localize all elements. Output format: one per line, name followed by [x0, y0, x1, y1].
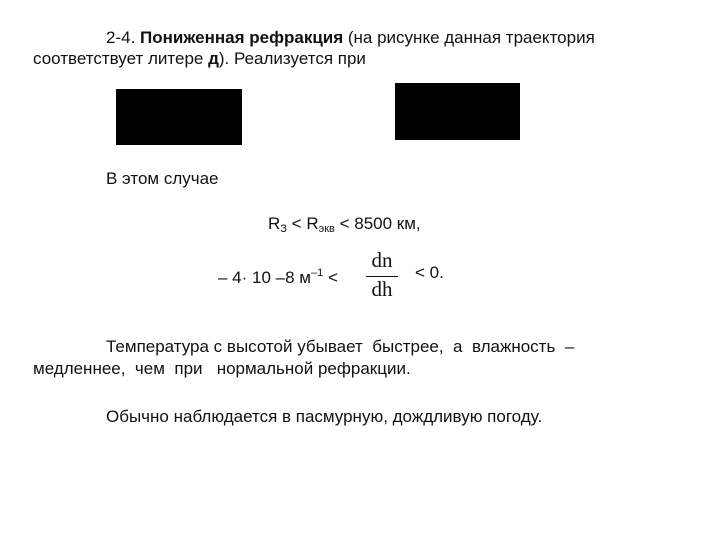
redacted-formula-right — [395, 83, 520, 140]
fraction-denominator: dh — [371, 277, 393, 301]
fraction-numerator: dn — [371, 248, 393, 272]
gradient-exponent: –1 — [310, 267, 324, 279]
condition-radius — [268, 213, 421, 240]
weather-paragraph: Обычно наблюдается в пасмурную, дождливую погоду. — [106, 407, 543, 426]
r-ekv-subscript: экв — [318, 223, 335, 235]
condition-rest: < 8500 км, — [334, 214, 421, 233]
condition-gradient-right: < 0. — [415, 263, 444, 282]
gradient-lower-bound: – 4· 10 –8 м — [218, 268, 311, 287]
case-label: В этом случае — [106, 169, 219, 188]
heading-line2-end: ). Реализуется при — [218, 49, 366, 68]
r-symbol: R — [268, 214, 281, 233]
temperature-line-1: Температура с высотой убывает быстрее, а влажность – — [106, 337, 575, 356]
heading-letter: д — [208, 49, 219, 68]
heading-line2-start: соответствует литере — [33, 49, 209, 68]
heading-line-2 — [33, 48, 366, 70]
r-ekv-symbol: R — [306, 214, 319, 233]
heading-title: Пониженная рефракция — [140, 28, 344, 47]
lt-sign: < — [286, 214, 307, 233]
r-subscript: З — [280, 223, 287, 235]
heading-rest: (на рисунке данная траектория — [343, 28, 595, 47]
temperature-line-2: медленнее, чем при нормальной рефракции. — [33, 359, 411, 378]
redacted-formula-left — [116, 89, 242, 145]
heading-number: 2-4. — [106, 28, 141, 47]
heading-line-1 — [106, 27, 595, 49]
condition-gradient-left — [218, 262, 338, 289]
gradient-lt: < — [323, 268, 338, 287]
